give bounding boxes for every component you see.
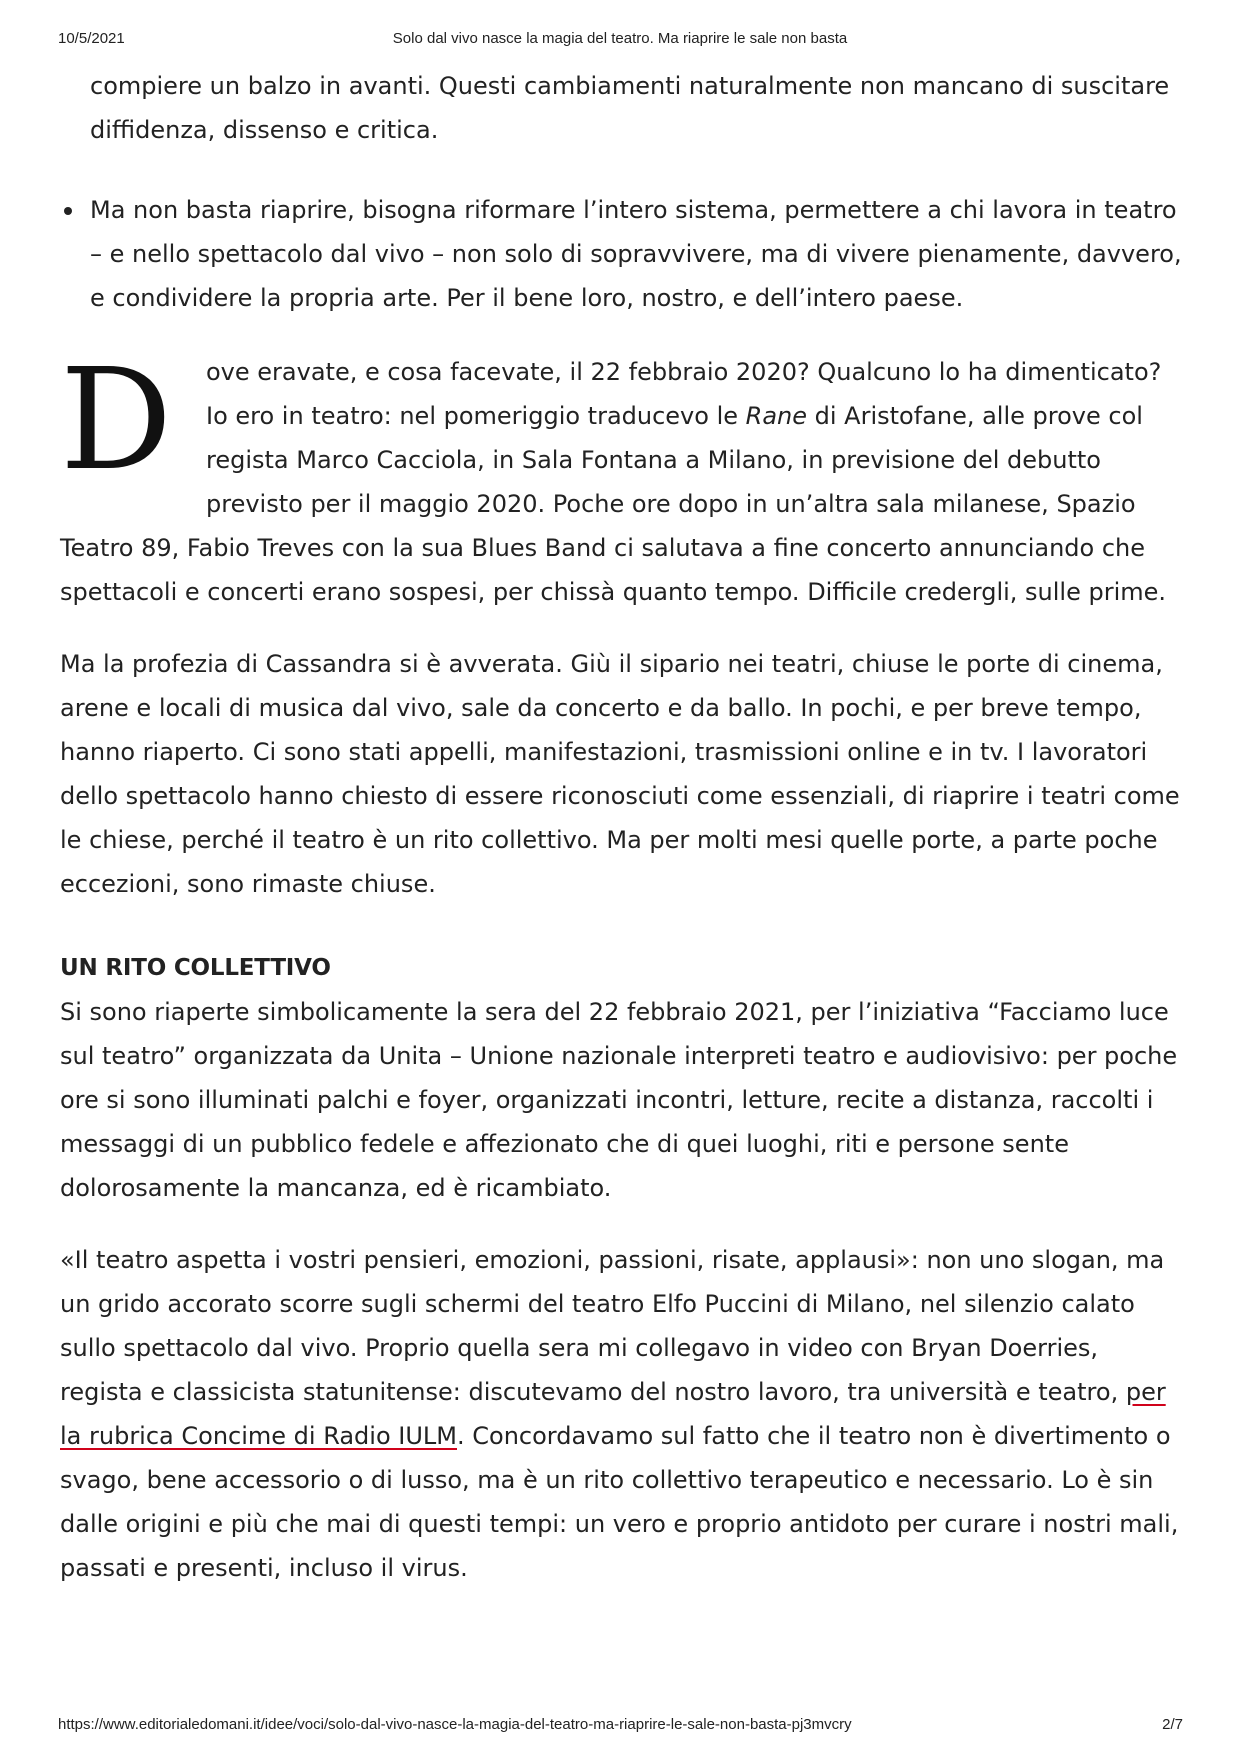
paragraph-text-b: . Concordavamo sul fatto che il teatro non è divertimento o svago, bene accessorio o di lusso, ma è un rito collettivo terapeutico e necessario. Lo è sin dalle origini e più che mai di questi tempi: un vero e proprio antidoto per curare i nostri mali, passati e presenti, incluso il virus. [60,1422,1179,1582]
print-footer [0,1716,1240,1736]
paragraph: Ma la profezia di Cassandra si è avverata. Giù il sipario nei teatri, chiuse le porte di cinema, arene e locali di musica dal vivo, sale da concerto e da ballo. In pochi, e per breve tempo, hanno riaperto. Ci sono stati appelli, manifestazioni, trasmissioni online e in tv. I lavoratori dello spettacolo hanno chiesto di essere riconosciuti come essenziali, di riaprire i teatri come le chiese, perché il teatro è un rito collettivo. Ma per molti mesi quelle porte, a parte poche eccezioni, sono rimaste chiuse. [60,650,1180,898]
article-body [60,64,1185,1618]
intro-emphasis: Rane [745,402,807,430]
list-item [60,64,1185,152]
intro-paragraph [60,339,1185,614]
print-page-title: Solo dal vivo nasce la magia del teatro. Ma riaprire le sale non basta [392,30,848,47]
print-date: 10/5/2021 [58,30,125,47]
print-header [0,30,1240,50]
summary-bullet-list [60,64,1185,320]
bullet-text: Ma non basta riaprire, bisogna riformare l’intero sistema, permettere a chi lavora in teatro – e nello spettacolo dal vivo – non solo di sopravvivere, ma di vivere pienamente, davvero, e condividere la propria arte. Per il bene loro, nostro, e dell’intero paese. [90,196,1182,312]
drop-cap: D [60,339,173,502]
section-heading: UN RITO COLLETTIVO [60,955,331,981]
print-url: https://www.editorialedomani.it/idee/voci/solo-dal-vivo-nasce-la-magia-del-teatro-ma-riaprire-le-sale-non-basta-pj3mvcry [58,1716,852,1733]
paragraph-text-a: «Il teatro aspetta i vostri pensieri, emozioni, passioni, risate, applausi»: non uno slogan, ma un grido accorato scorre sugli schermi del teatro Elfo Puccini di Milano, nel silenzio calato sullo spettacolo dal vivo. Proprio quella sera mi collegavo in video con Bryan Doerries, regista e classicista statunitense: discutevamo del nostro lavoro, tra università e teatro, [60,1246,1165,1406]
intro-text-a: ove eravate, e cosa facevate, il 22 febbraio 2020? Qualcuno lo ha dimenticato? Io ero in teatro: nel pomeriggio traducevo le [206,358,1162,430]
bullet-dot-icon [64,207,72,215]
list-item [60,188,1185,320]
paragraph: Si sono riaperte simbolicamente la sera del 22 febbraio 2021, per l’iniziativa “Facciamo luce sul teatro” organizzata da Unita – Unione nazionale interpreti teatro e audiovisivo: per poche ore si sono illuminati palchi e foyer, organizzati incontri, letture, recite a distanza, raccolti i messaggi di un pubblico fedele e affezionato che di quei luoghi, riti e persone sente dolorosamente la mancanza, ed è ricambiato. [60,998,1178,1202]
intro-text-b: di Aristofane, alle prove col regista Marco Cacciola, in Sala Fontana a Milano, in previsione del debutto previsto per il maggio 2020. Poche ore dopo in un’altra sala milanese, Spazio Teatro 89, Fabio Treves con la sua Blues Band ci salutava a fine concerto annunciando che spettacoli e concerti erano sospesi, per chissà quanto tempo. Difficile credergli, sulle prime. [60,402,1167,606]
paragraph [60,1238,1185,1590]
bullet-text-continued: compiere un balzo in avanti. Questi cambiamenti naturalmente non mancano di suscitare diffidenza, dissenso e critica. [90,72,1170,144]
page-number: 2/7 [1162,1716,1183,1733]
radio-iulm-link[interactable]: per la rubrica Concime di Radio IULM [60,1378,1166,1450]
